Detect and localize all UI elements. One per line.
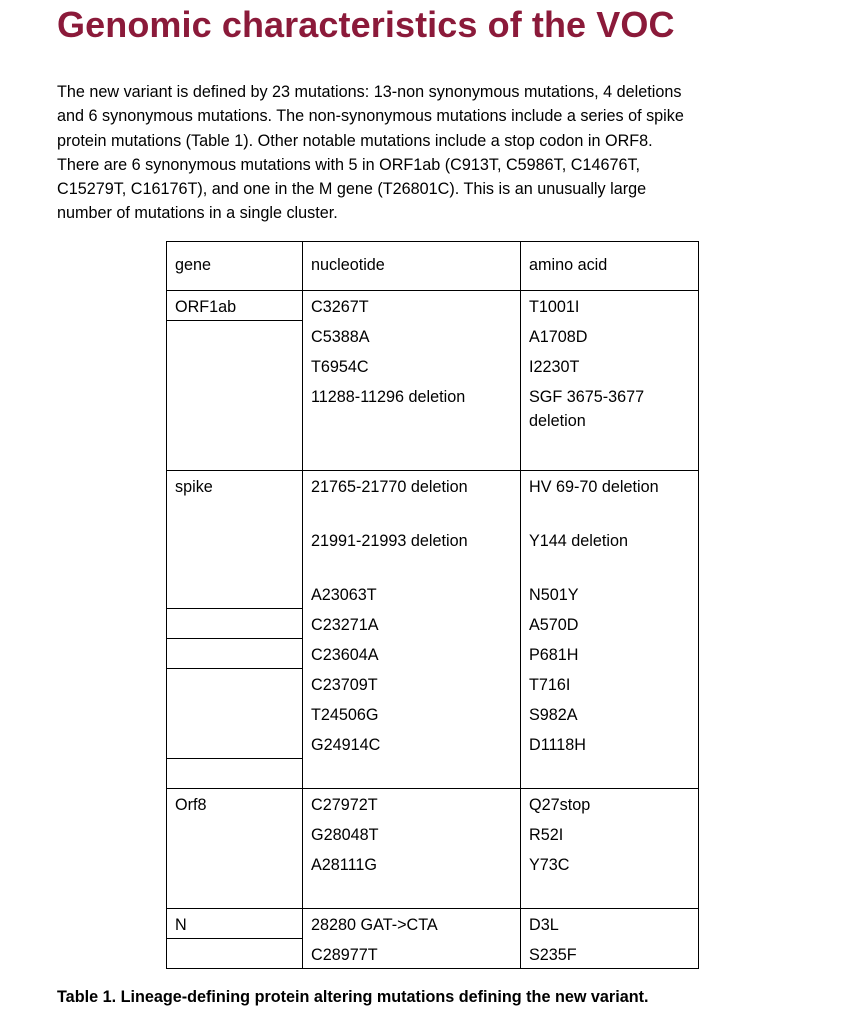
table-row — [167, 819, 699, 849]
table-row — [167, 849, 699, 879]
table-row — [167, 579, 699, 609]
cell-nucleotide: C5388A — [303, 321, 521, 351]
table-row — [167, 471, 699, 525]
cell-gene — [167, 729, 303, 759]
cell-nucleotide — [303, 435, 521, 471]
cell-amino-acid: D3L — [521, 909, 699, 939]
cell-gene: Orf8 — [167, 789, 303, 819]
cell-gene — [167, 321, 303, 351]
cell-gene — [167, 759, 303, 789]
table-row — [167, 351, 699, 381]
cell-nucleotide: A28111G — [303, 849, 521, 879]
cell-amino-acid: N501Y — [521, 579, 699, 609]
table-caption: Table 1. Lineage-defining protein altering mutations defining the new variant. — [57, 988, 649, 1006]
cell-nucleotide: 28280 GAT->CTA — [303, 909, 521, 939]
cell-gene — [167, 525, 303, 579]
cell-gene — [167, 699, 303, 729]
header-amino-acid: amino acid — [521, 242, 699, 291]
cell-gene — [167, 609, 303, 639]
cell-amino-acid: A1708D — [521, 321, 699, 351]
intro-line: C15279T, C16176T), and one in the M gene (T26801C). This is an unusually large — [57, 180, 647, 199]
cell-gene — [167, 639, 303, 669]
cell-amino-acid: S982A — [521, 699, 699, 729]
table-row — [167, 909, 699, 939]
cell-amino-acid — [521, 435, 699, 471]
cell-nucleotide: C23604A — [303, 639, 521, 669]
intro-line: protein mutations (Table 1). Other notable mutations include a stop codon in ORF8. — [57, 131, 653, 150]
cell-amino-acid: A570D — [521, 609, 699, 639]
page-title: Genomic characteristics of the VOC — [57, 4, 675, 45]
cell-nucleotide: C23709T — [303, 669, 521, 699]
cell-amino-acid: HV 69-70 deletion — [521, 471, 699, 525]
table-row — [167, 939, 699, 969]
cell-nucleotide: G24914C — [303, 729, 521, 759]
header-gene: gene — [167, 242, 303, 291]
cell-nucleotide: 21765-21770 deletion — [303, 471, 521, 525]
table-row — [167, 789, 699, 819]
cell-gene — [167, 849, 303, 879]
cell-gene: spike — [167, 471, 303, 525]
header-nucleotide: nucleotide — [303, 242, 521, 291]
table-row — [167, 435, 699, 471]
cell-amino-acid: Y144 deletion — [521, 525, 699, 579]
table-row — [167, 729, 699, 759]
table-header-row — [167, 242, 699, 291]
cell-amino-acid: Y73C — [521, 849, 699, 879]
table-row — [167, 609, 699, 639]
cell-gene — [167, 351, 303, 381]
cell-nucleotide: C27972T — [303, 789, 521, 819]
table-row — [167, 321, 699, 351]
cell-gene — [167, 939, 303, 969]
table-row — [167, 669, 699, 699]
cell-amino-acid: T1001I — [521, 291, 699, 321]
intro-line: number of mutations in a single cluster. — [57, 204, 338, 223]
table-row — [167, 759, 699, 789]
cell-nucleotide: C28977T — [303, 939, 521, 969]
cell-nucleotide: G28048T — [303, 819, 521, 849]
cell-amino-acid: T716I — [521, 669, 699, 699]
table-row — [167, 879, 699, 909]
cell-amino-acid — [521, 879, 699, 909]
intro-line: There are 6 synonymous mutations with 5 in ORF1ab (C913T, C5986T, C14676T, — [57, 155, 641, 174]
cell-amino-acid: P681H — [521, 639, 699, 669]
cell-gene — [167, 435, 303, 471]
table-row — [167, 381, 699, 435]
cell-nucleotide: A23063T — [303, 579, 521, 609]
mutations-table — [166, 241, 699, 969]
cell-gene — [167, 879, 303, 909]
cell-gene — [167, 669, 303, 699]
table-row — [167, 699, 699, 729]
cell-nucleotide: 11288-11296 deletion — [303, 381, 521, 435]
cell-nucleotide: T6954C — [303, 351, 521, 381]
cell-amino-acid: R52I — [521, 819, 699, 849]
cell-amino-acid: D1118H — [521, 729, 699, 759]
table-row — [167, 525, 699, 579]
cell-amino-acid: S235F — [521, 939, 699, 969]
cell-gene — [167, 819, 303, 849]
cell-amino-acid: SGF 3675-3677 deletion — [521, 381, 699, 435]
cell-nucleotide: C3267T — [303, 291, 521, 321]
cell-gene — [167, 381, 303, 435]
cell-amino-acid: I2230T — [521, 351, 699, 381]
cell-gene: ORF1ab — [167, 291, 303, 321]
cell-nucleotide: C23271A — [303, 609, 521, 639]
intro-line: The new variant is defined by 23 mutations: 13-non synonymous mutations, 4 deletions — [57, 83, 682, 101]
cell-nucleotide — [303, 759, 521, 789]
cell-gene: N — [167, 909, 303, 939]
cell-amino-acid — [521, 759, 699, 789]
cell-gene — [167, 579, 303, 609]
cell-amino-acid: Q27stop — [521, 789, 699, 819]
intro-paragraph — [57, 80, 827, 226]
table-row — [167, 291, 699, 321]
cell-nucleotide — [303, 879, 521, 909]
table-row — [167, 639, 699, 669]
cell-nucleotide: T24506G — [303, 699, 521, 729]
cell-nucleotide: 21991-21993 deletion — [303, 525, 521, 579]
intro-line: and 6 synonymous mutations. The non-synonymous mutations include a series of spike — [57, 107, 684, 126]
